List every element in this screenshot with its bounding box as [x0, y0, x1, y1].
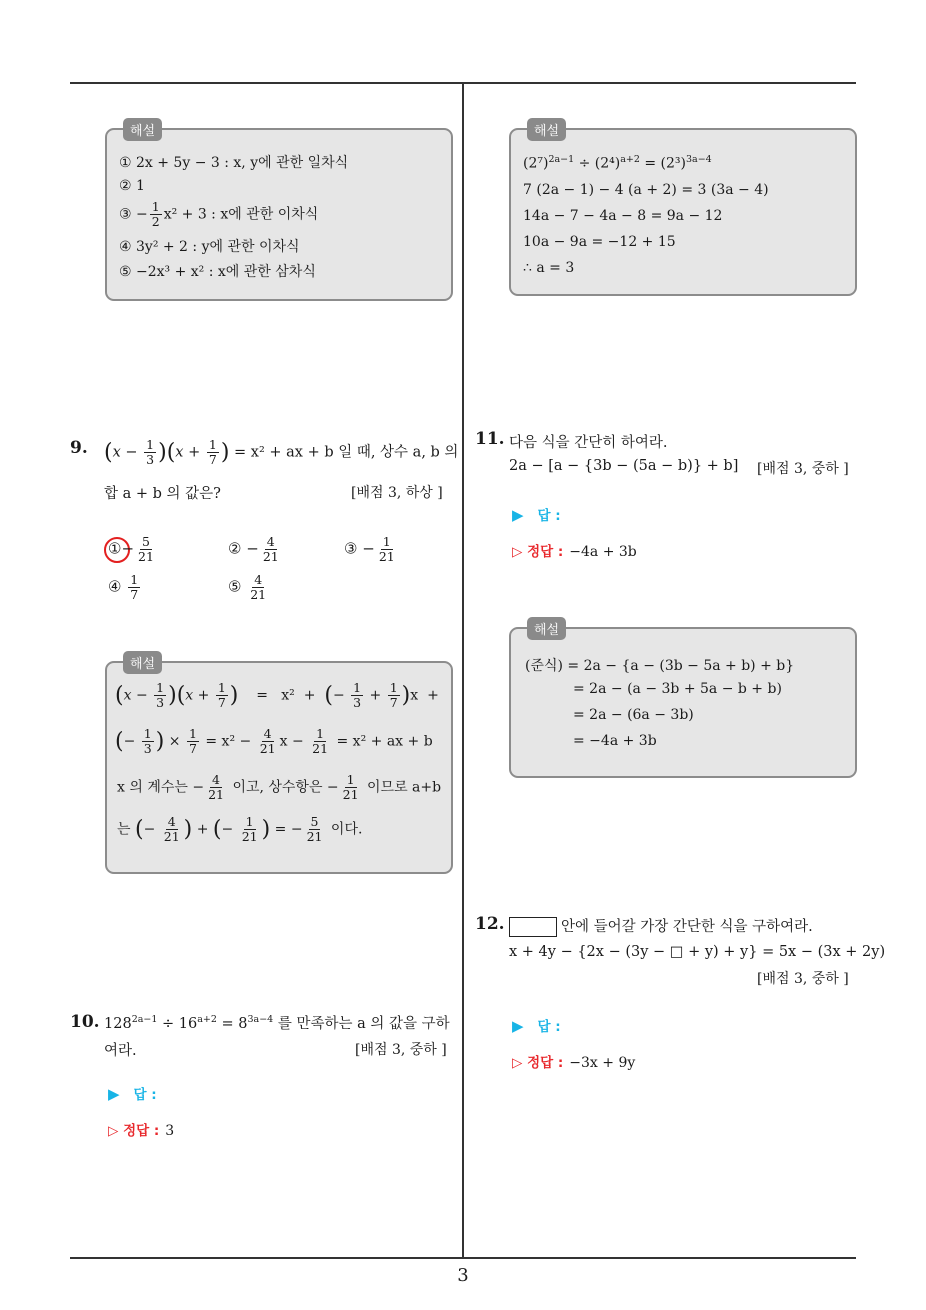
question-meta: [배점 3, 중하 ] [355, 1042, 447, 1058]
question-number: 9. [70, 438, 88, 458]
play-icon: ▶ [512, 1017, 524, 1035]
answer-label[interactable]: ▶ 답 : [512, 506, 561, 524]
question-expr: 2a − [a − {3b − (5a − b)} + b] [509, 458, 739, 474]
question-text: 다음 식을 간단히 하여라. [509, 435, 668, 451]
solution-box-q8 [509, 124, 857, 296]
solution-tag: 해설 [527, 617, 566, 640]
choice-3[interactable]: ③ − $\frac{1}{21}$ [344, 534, 395, 564]
triangle-outline-icon: ▷ 정답 : [512, 1055, 564, 1071]
answer-label[interactable]: ▶ 답 : [108, 1085, 157, 1103]
sol-line: x 의 계수는 − $\frac{4}{21}$ 이고, 상수항은 − $\frac{1}{21}$ 이므로 a+b [117, 772, 442, 802]
play-icon: ▶ [512, 506, 524, 524]
sol-line: ③ − $\frac{1}{2}$ x² + 3 : x에 관한 이차식 [119, 199, 319, 229]
correct-answer: ▷ 정답 : 3 [108, 1123, 175, 1139]
solution-tag: 해설 [527, 118, 566, 141]
solution-tag: 해설 [123, 118, 162, 141]
blank-box [509, 917, 557, 937]
correct-answer: ▷ 정답 : −4a + 3b [512, 544, 637, 560]
question-meta: [배점 3, 중하 ] [757, 971, 849, 987]
solution-box-q7 [105, 124, 453, 301]
sol-line: 10a − 9a = −12 + 15 [523, 234, 676, 250]
question-expr: x + 4y − {2x − (3y − □ + y) + y} = 5x − (3x + 2y) [509, 944, 886, 960]
solution-box-q11 [509, 623, 857, 778]
sol-line: ∴ a = 3 [523, 260, 575, 276]
question-number: 12. [475, 914, 505, 934]
question-number: 11. [475, 429, 505, 449]
question-text: 안에 들어갈 가장 간단한 식을 구하여라. [509, 915, 813, 937]
choice-2[interactable]: ② − $\frac{4}{21}$ [228, 534, 279, 564]
sol-line: = −4a + 3b [573, 733, 657, 749]
choice-5[interactable]: ⑤ $\frac{4}{21}$ [228, 572, 267, 602]
question-text-line2: 여라. [104, 1043, 137, 1059]
question-text: (x − $\frac{1}{3}$ )(x + $\frac{1}{7}$ ) = x² + ax + b 일 때, 상수 a, b 의 [104, 437, 459, 467]
solution-box-q9 [105, 657, 453, 874]
bottom-rule [70, 1257, 856, 1259]
play-icon: ▶ [108, 1085, 120, 1103]
sol-line: ① 2x + 5y − 3 : x, y에 관한 일차식 [119, 155, 349, 171]
question-meta: [배점 3, 하상 ] [351, 485, 443, 501]
question-meta: [배점 3, 중하 ] [757, 461, 849, 477]
sol-line: (준식) = 2a − {a − (3b − 5a + b) + b} [525, 658, 795, 674]
column-divider [462, 83, 464, 1258]
sol-line: (x − $\frac{1}{3}$ )(x + $\frac{1}{7}$ ) = x² + (− $\frac{1}{3}$ + $\frac{1}{7}$ )x + [115, 680, 439, 710]
sol-line: ④ 3y² + 2 : y에 관한 이차식 [119, 239, 300, 255]
sol-line: $(2^7)^{2a-1} \div (2^4)^{a+2} = (2^3)^{3a-4}$ [523, 154, 712, 172]
sol-line: (− $\frac{1}{3}$ ) × $\frac{1}{7}$ = x² − $\frac{4}{21}$ x − $\frac{1}{21}$ = x² + ax + b [115, 726, 433, 756]
choice-1[interactable]: ①− $\frac{5}{21}$ [108, 534, 154, 564]
sol-line: 7 (2a − 1) − 4 (a + 2) = 3 (3a − 4) [523, 182, 769, 198]
sol-line: = 2a − (6a − 3b) [573, 707, 694, 723]
question-text: $128^{2a-1} \div 16^{a+2} = 8^{3a-4}$ 를 만족하는 a 의 값을 구하 [104, 1014, 450, 1032]
sol-line: 14a − 7 − 4a − 8 = 9a − 12 [523, 208, 723, 224]
question-number: 10. [70, 1012, 100, 1032]
sol-line: = 2a − (a − 3b + 5a − b + b) [573, 681, 782, 697]
triangle-outline-icon: ▷ 정답 : [108, 1123, 160, 1139]
sol-line: ② 1 [119, 178, 145, 194]
page-number: 3 [457, 1265, 469, 1286]
correct-answer: ▷ 정답 : −3x + 9y [512, 1055, 636, 1071]
choice-4[interactable]: ④ $\frac{1}{7}$ [108, 572, 139, 602]
sol-line: 는 (− $\frac{4}{21}$ ) + (− $\frac{1}{21}$ ) = − $\frac{5}{21}$ 이다. [117, 814, 363, 844]
solution-tag: 해설 [123, 651, 162, 674]
triangle-outline-icon: ▷ 정답 : [512, 544, 564, 560]
answer-label[interactable]: ▶ 답 : [512, 1017, 561, 1035]
sol-line: ⑤ −2x³ + x² : x에 관한 삼차식 [119, 264, 316, 280]
question-text-line2: 합 a + b 의 값은? [104, 486, 221, 502]
